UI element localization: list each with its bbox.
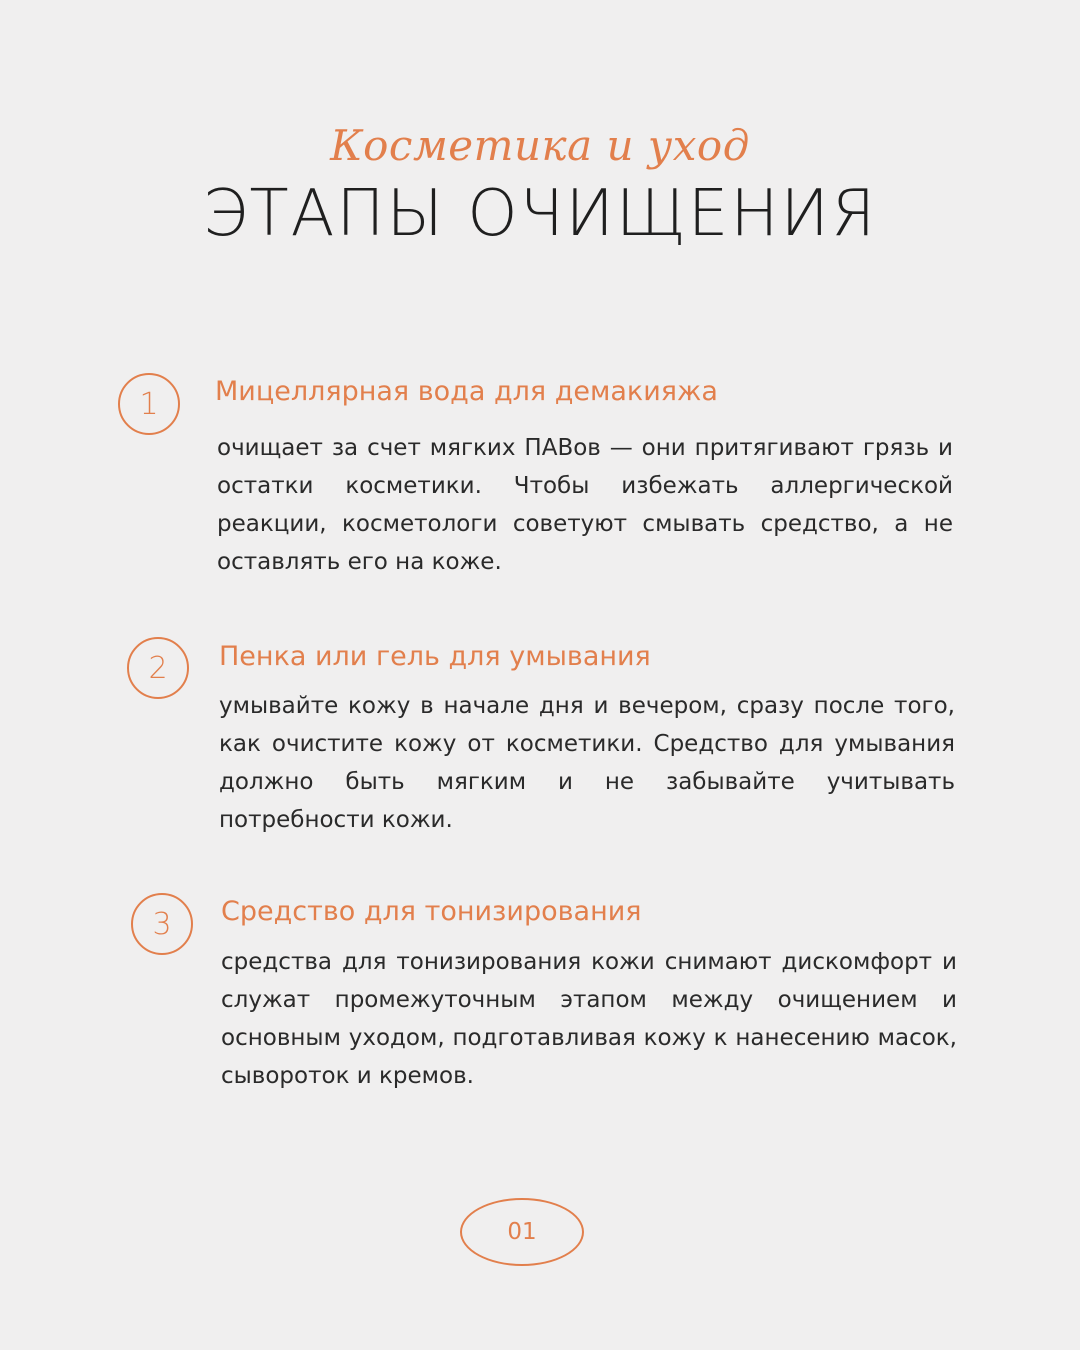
step-title: Средство для тонизирования bbox=[221, 896, 642, 927]
step-number-badge: 2 bbox=[127, 637, 189, 699]
header bbox=[0, 118, 1080, 254]
page-subtitle: Косметика и уход bbox=[330, 121, 750, 170]
step-description: умывайте кожу в начале дня и вечером, сразу после того, как очистите кожу от косметики. Средство для умывания должно быть мягким и не забывайте учитывать потребности кожи. bbox=[219, 693, 955, 833]
step-title: Пенка или гель для умывания bbox=[219, 641, 651, 672]
page-title: ЭТАПЫ ОЧИЩЕНИЯ bbox=[202, 177, 878, 251]
step-number-badge: 1 bbox=[118, 373, 180, 435]
page-number-badge: 01 bbox=[460, 1198, 584, 1266]
step-description: очищает за счет мягких ПАВов — они притягивают грязь и остатки косметики. Чтобы избежать аллергической реакции, косметологи советуют смывать средство, а не оставлять его на коже. bbox=[217, 435, 953, 575]
step-number-badge: 3 bbox=[131, 893, 193, 955]
step-description: средства для тонизирования кожи снимают дискомфорт и служат промежуточным этапом между очищением и основным уходом, подготавливая кожу к нанесению масок, сывороток и кремов. bbox=[221, 949, 957, 1089]
step-title: Мицеллярная вода для демакияжа bbox=[215, 376, 718, 407]
